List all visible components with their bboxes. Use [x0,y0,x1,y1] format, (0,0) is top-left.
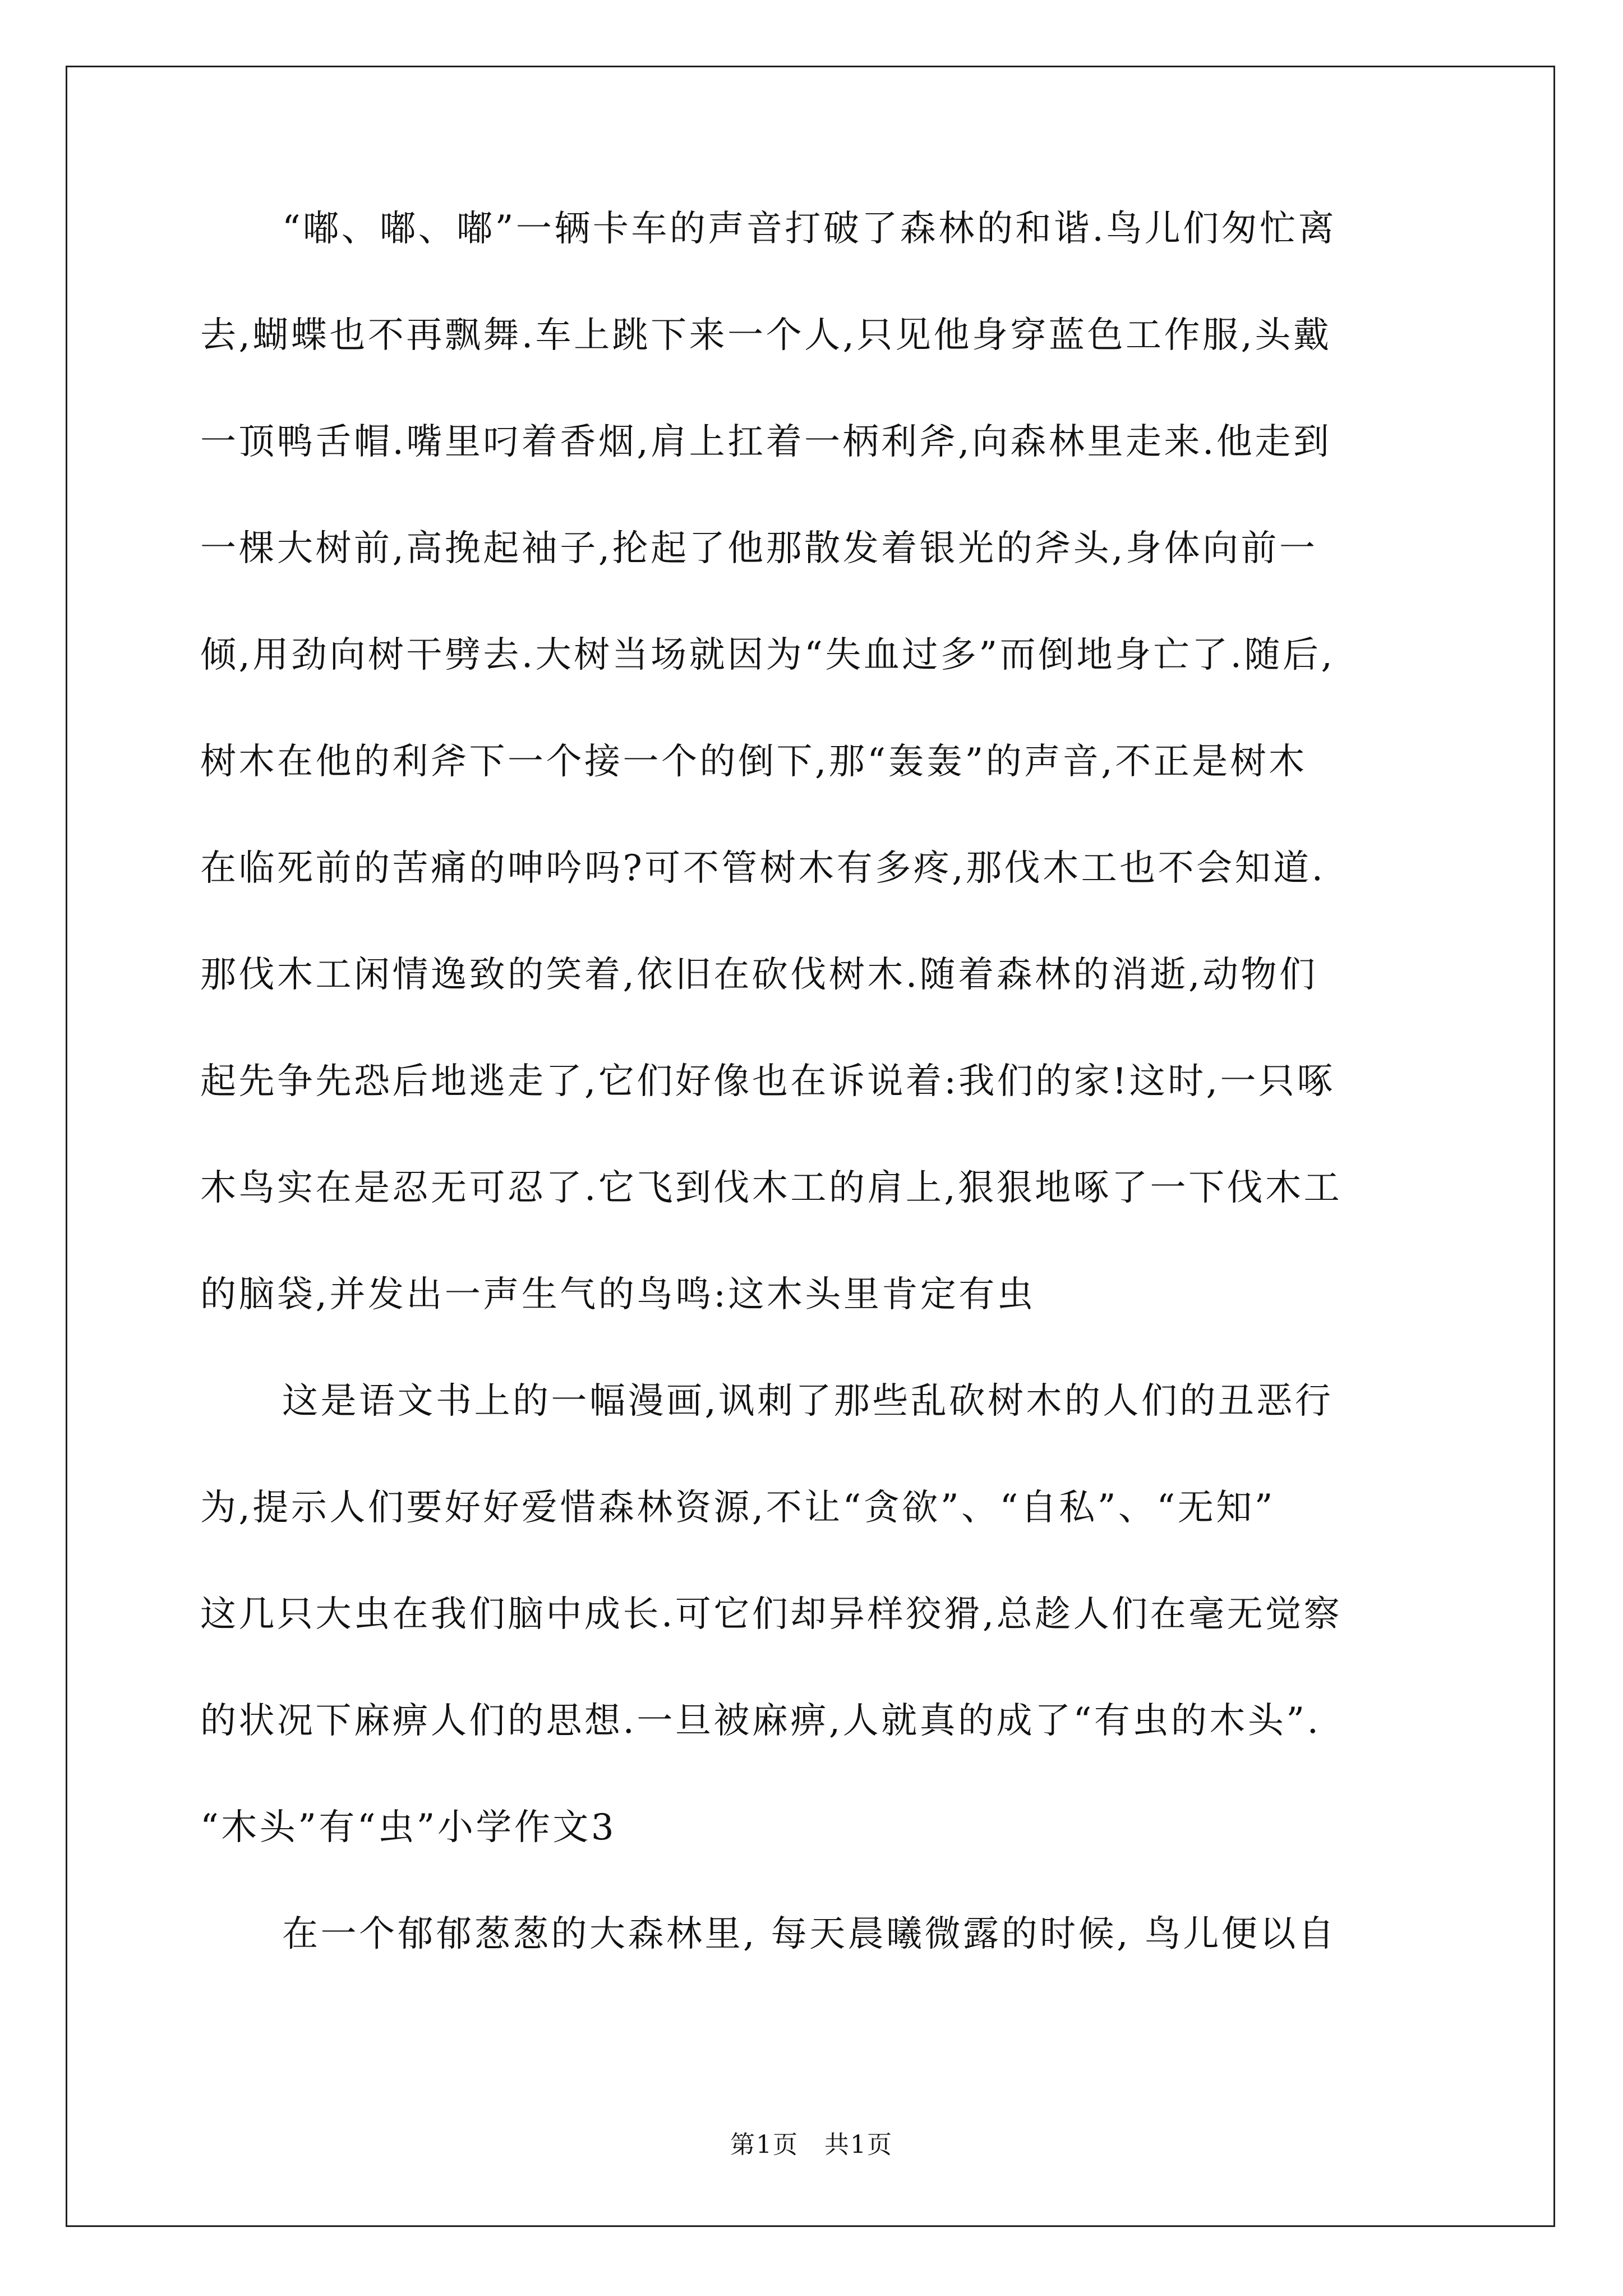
paragraph-2-line-3: 这几只大虫在我们脑中成长.可它们却异样狡猾,总趁人们在毫无觉察 [200,1594,1343,1635]
paragraph-1-line-9: 起先争先恐后地逃走了,它们好像也在诉说着:我们的家!这时,一只啄 [200,1061,1335,1102]
essay-title: “木头”有“虫”小学作文3 [200,1807,617,1848]
paragraph-1-line-11: 的脑袋,并发出一声生气的鸟鸣:这木头里肯定有虫 [200,1274,1036,1315]
page-number-footer: 第1页 共1页 [730,2131,893,2159]
paragraph-1-line-10: 木鸟实在是忍无可忍了.它飞到伐木工的肩上,狠狠地啄了一下伐木工 [200,1167,1343,1209]
paragraph-1-line-1: “嘟、嘟、嘟”一辆卡车的声音打破了森林的和谐.鸟儿们匆忙离 [282,208,1337,250]
paragraph-1-line-3: 一顶鸭舌帽.嘴里叼着香烟,肩上扛着一柄利斧,向森林里走来.他走到 [200,421,1332,463]
paragraph-2-line-4: 的状况下麻痹人们的思想.一旦被麻痹,人就真的成了“有虫的木头”. [200,1700,1321,1742]
paragraph-1-line-8: 那伐木工闲情逸致的笑着,依旧在砍伐树木.随着森林的消逝,动物们 [200,954,1318,996]
paragraph-3-line-1: 在一个郁郁葱葱的大森林里, 每天晨曦微露的时候, 鸟儿便以自 [282,1913,1337,1955]
paragraph-1-line-7: 在临死前的苦痛的呻吟吗?可不管树木有多疼,那伐木工也不会知道. [200,848,1326,889]
document-body [200,208,1434,2023]
paragraph-1-line-6: 树木在他的利斧下一个接一个的倒下,那“轰轰”的声音,不正是树木 [200,741,1307,783]
paragraph-1-line-2: 去,蝴蝶也不再飘舞.车上跳下来一个人,只见他身穿蓝色工作服,头戴 [200,315,1332,356]
paragraph-1-line-5: 倾,用劲向树干劈去.大树当场就因为“失血过多”而倒地身亡了.随后, [200,634,1335,676]
paragraph-2-line-1: 这是语文书上的一幅漫画,讽刺了那些乱砍树木的人们的丑恶行 [282,1381,1334,1422]
paragraph-1-line-4: 一棵大树前,高挽起袖子,抡起了他那散发着银光的斧头,身体向前一 [200,528,1318,569]
paragraph-2-line-2: 为,提示人们要好好爱惜森林资源,不让“贪欲”、“自私”、“无知” [200,1487,1275,1529]
